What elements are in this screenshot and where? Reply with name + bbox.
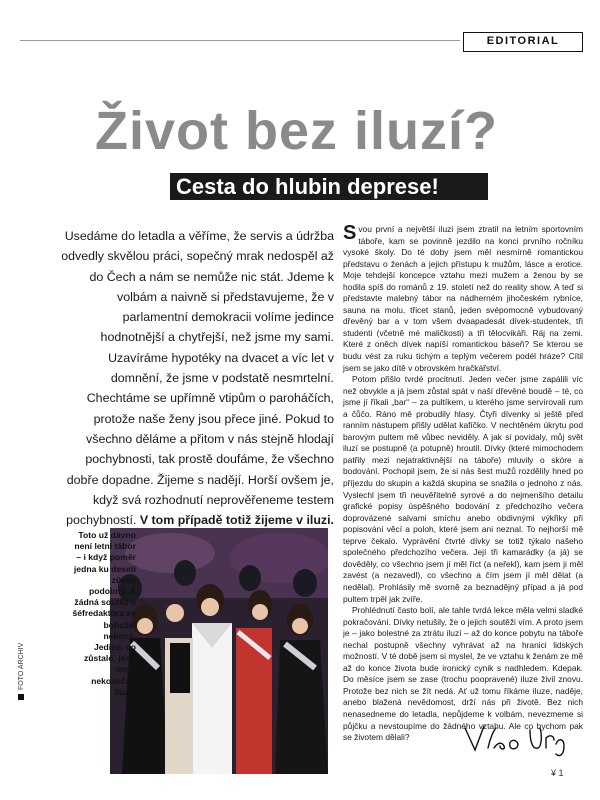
page-number: ¥ 1 xyxy=(551,768,564,778)
drop-cap: S xyxy=(343,222,357,244)
photo-credit-text: FOTO ARCHIV xyxy=(18,642,25,691)
intro-text: Usedáme do letadla a věříme, že servis a údržba odvedly skvělou práci, sopečný mrak nedospěl až do Čech a nám se nemůže nic stát. Jdeme k volbám a naivně si představujeme, že v parlamentní demokracii volíme jedince hodnotnější a chytřejší, než jsme my sami. Uzavíráme hypotéky na dvacet a víc let v domnění, že jsme v podstatě nesmrtelní. Chechtáme se upřímně vtipům o paroháčích, protože naše ženy jsou přece jiné. Pokud to všechno děláme a přitom v nás stejně hlodají pochybnosti, tak prostě doufáme, že všechno dobře dopadne. Žijeme s nadějí. Horší ovšem je, když svá rozhodnutí neprověřeneme testem pochybností. xyxy=(61,229,334,528)
intro-paragraph xyxy=(60,226,334,530)
party-photo xyxy=(110,528,328,774)
body-paragraph: Potom přišlo tvrdé procitnutí. Jeden večer jsme zapálili víc než obvykle a já jsem zůstal spát v naší dřevěné boudě – té, co jsme jí říkali „bar“ – za pultíkem, u kterého jsme servírovali rum a čůčo. Ráno mě probudily hlasy. Čtyři dívenky si ještě před ranním nástupem přišly udělat kafíčko. V nechtěném úkrytu pod barovým pultem mě vůbec neviděly. A jak si povídaly, můj svět iluzí se postupně (a potupně) hroutil. Dívky (které mimochodem patřily mezi nejatraktivnější na táboře) mluvily o skóre a bodování. Pochopil jsem, že si nás šest mužů rozdělily hned po příjezdu do skupin a každá skupina se snažila o jednoho z nás. Vyslechl jsem tři neuvěřitelně syrové a do nejmenšího detailu grafické popisy úspěšného bodování z předchozího večera doprovázené salvami smíchu anebo obdivnými výkřiky při popisování věcí a poloh, které jsem ani neznal. To nejhorší mě teprve čekalo. Vyprávění čtvrté dívky se totiž týkalo našeho společného předchozího večera. Její tři kamarádky (a já) se dověděly, co všechno jsem jí měl říct (a neřekl), kam jsem ji měl zavést (a nezavedl), co všechno a čím jsem jí měl dělat (a nedělal). Prohlásily mě svorně za beznadějný případ a já pod pultem trpěl jak zvíře. xyxy=(343,374,583,604)
intro-bold-conclusion: V tom případě totiž žijeme v iluzi. xyxy=(139,513,334,528)
body-paragraph xyxy=(343,224,583,374)
signature-graphic xyxy=(460,720,570,760)
page-title: Život bez iluzí? xyxy=(95,101,498,161)
photo-caption: Toto už dávno není letní tábor – i když poměr jedna ku deseti zůstal podobný. A žádná soutěž o šéfredaktora se bohužel nekoná. Jediné, co zůstalo, jsou moje nekonečné iluze. xyxy=(72,530,136,697)
article-body xyxy=(343,224,583,744)
body-paragraph: Prohlédnutí často bolí, ale tahle tvrdá lekce měla velmi sladké pokračování. Dívky netušily, že o jejich soutěži vím. A proto jsem je – jako bolestné za ztrátu iluzí – až do konce pobytu na táboře nechal postupně všechny vyhrávat až na hranici lidských možností. V té době jsem si myslel, že ve vztahu k ženám ze mě až do konce života bude ironický cynik s nadhledem. Kdepak. Do měsíce jsem se zase (trochu poopravené) iluze živil znovu. Protože bez nich se žít nedá. Ať už tomu říkáme iluze, naděje, anebo blažená nevědomost, drží nás při životě. Bez nich nenasedneme do letadla, nepůjdeme k volbám, nevezmeme si půjčku a nevstoupíme do žádného vztahu. Ale co bychom pak se životem dělali? xyxy=(343,605,583,743)
subtitle: Cesta do hlubin deprese! xyxy=(170,173,488,200)
credit-square-icon xyxy=(18,694,24,700)
party-photo-graphic xyxy=(110,528,328,774)
body-paragraph-text: vou první a největší iluzi jsem ztratil na letním sportovním táboře, kam se povinně jezdilo na konci prvního ročníku vysoké školy. Do té doby jsem měl nesmírně romantickou představu o ženách a jejich přístupu k mužům, lásce a erotice. Moje tehdejší koncepce vztahu mezi mužem a ženou by se hodila spíš do románů z 19. století než do reality show. A teď si představte malebný tábor na nádherném jihočeském rybníce, sauna na molu, třicet stanů, jeden svépomocně vybudovaný dřevěný bar a v tom všem dvaapadesát dívek-studentek, tři studenti (včetně mé maličkosti) a tři tělocvikáři. Ráj na zemi. Které z oněch dívek napíší romantickou báseň? Se kterou se budu vést za ruku tichým a teplým večerem podél hráze? Cítil jsem se jako dítě v obrovském hračkářství. xyxy=(343,224,583,373)
section-label: EDITORIAL xyxy=(463,32,583,52)
header-rule xyxy=(20,40,460,41)
photo-credit xyxy=(18,643,25,700)
author-signature xyxy=(460,720,570,765)
